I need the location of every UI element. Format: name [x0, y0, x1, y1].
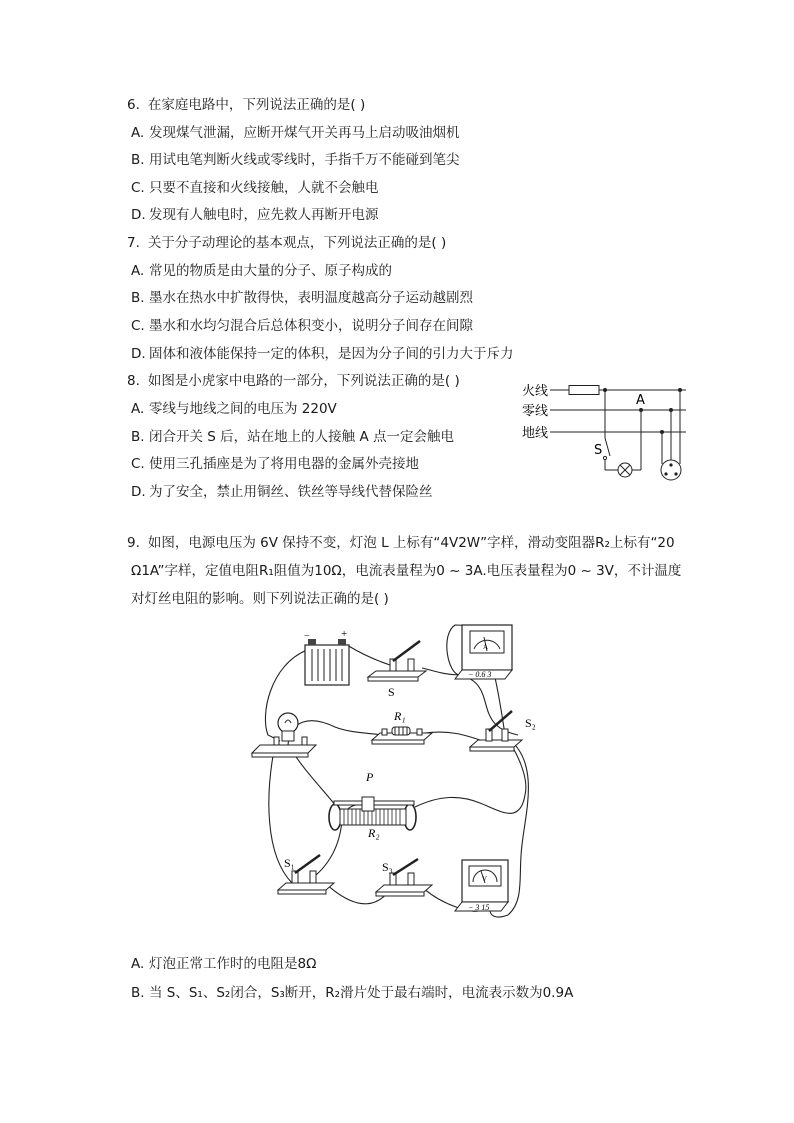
switch-s2-icon: [470, 711, 522, 751]
q7-option-b: B. 墨水在热水中扩散得快，表明温度越高分子运动越剧烈: [131, 290, 473, 306]
point-a-label: A: [636, 393, 645, 408]
battery-plus-label: +: [341, 628, 348, 640]
q7-option-a: A. 常见的物质是由大量的分子、原子构成的: [131, 263, 392, 279]
q7-option-d: D. 固体和液体能保持一定的体积，是因为分子间的引力大于斥力: [131, 346, 514, 362]
q9-stem-line1: 9. 如图，电源电压为 6V 保持不变，灯泡 L 上标有“4V2W”字样，滑动变阻器R₂上标有“20: [127, 535, 675, 551]
q6-option-b: B. 用试电笔判断火线或零线时，手指千万不能碰到笔尖: [131, 152, 460, 168]
q6-option-a: A. 发现煤气泄漏，应断开煤气开关再马上启动吸油烟机: [131, 125, 460, 141]
switch-s-label: S: [594, 443, 603, 458]
resistor-r1-icon: [372, 727, 432, 744]
q6-stem-text: 在家庭电路中，下列说法正确的是( ): [147, 97, 366, 113]
q6-option-c: C. 只要不直接和火线接触，人就不会触电: [131, 180, 379, 196]
q7-number: 7.: [127, 235, 140, 251]
ammeter-terminals: − 0.6 3: [468, 670, 492, 679]
switch-s1-label: S₁: [284, 856, 295, 870]
q8-option-c: C. 使用三孔插座是为了将用电器的金属外壳接地: [131, 456, 419, 472]
switch-s2-label: S₂: [525, 716, 536, 730]
switch-s-icon: [368, 641, 426, 681]
q8-stem: [127, 372, 460, 390]
switch-s-icon: [605, 438, 610, 456]
q6-number: 6.: [127, 97, 140, 113]
three-hole-socket-icon: [661, 460, 681, 480]
q8-stem-text: 如图是小虎家中电路的一部分，下列说法正确的是( ): [147, 373, 460, 389]
voltmeter-terminals: − 3 15: [468, 903, 490, 912]
live-wire-label: 火线: [522, 384, 549, 399]
r1-label: R₁: [394, 709, 406, 723]
battery-icon: [304, 628, 349, 685]
q8-option-d: D. 为了安全，禁止用铜丝、铁丝等导线代替保险丝: [131, 484, 433, 500]
slider-p-label: P: [366, 770, 374, 784]
q9-option-a: A. 灯泡正常工作时的电阻是8Ω: [131, 956, 317, 972]
voltmeter-symbol: V: [482, 875, 488, 883]
r2-label: R₂: [368, 826, 380, 840]
q9-option-b: B. 当 S、S₁、S₂闭合，S₃断开，R₂滑片处于最右端时，电流表示数为0.9A: [131, 985, 574, 1001]
lamp-icon: [252, 713, 316, 757]
switch-s-label: S: [388, 685, 395, 699]
q7-option-c: C. 墨水和水均匀混合后总体积变小，说明分子间存在间隙: [131, 318, 473, 334]
ammeter-icon: [455, 625, 512, 679]
q6-option-d: D. 发现有人触电时，应先救人再断开电源: [131, 207, 379, 223]
battery-minus-label: −: [304, 631, 310, 642]
switch-s3-label: S₃: [382, 860, 393, 874]
neutral-wire-label: 零线: [522, 404, 549, 419]
ground-wire-label: 地线: [522, 426, 549, 441]
ammeter-symbol: A: [483, 643, 489, 651]
q8-option-b: B. 闭合开关 S 后，站在地上的人接触 A 点一定会触电: [131, 429, 454, 445]
q9-number: 9.: [127, 535, 140, 551]
q9-circuit-figure: [250, 615, 550, 925]
q9-stem-line2: Ω1A”字样，定值电阻R₁阻值为10Ω，电流表量程为0 ~ 3A.电压表量程为0 ~ 3V，不计温度: [131, 563, 682, 579]
q7-stem: [127, 234, 446, 252]
q7-stem-text: 关于分子动理论的基本观点，下列说法正确的是( ): [147, 235, 447, 251]
fuse-icon: [569, 386, 599, 395]
q8-option-a: A. 零线与地线之间的电压为 220V: [131, 401, 337, 417]
q8-number: 8.: [127, 373, 140, 389]
q9-stem-line3: 对灯丝电阻的影响。则下列说法正确的是( ): [131, 591, 389, 607]
q8-circuit-figure: [518, 378, 698, 482]
voltmeter-icon: [455, 860, 508, 912]
q6-stem: [127, 96, 365, 114]
